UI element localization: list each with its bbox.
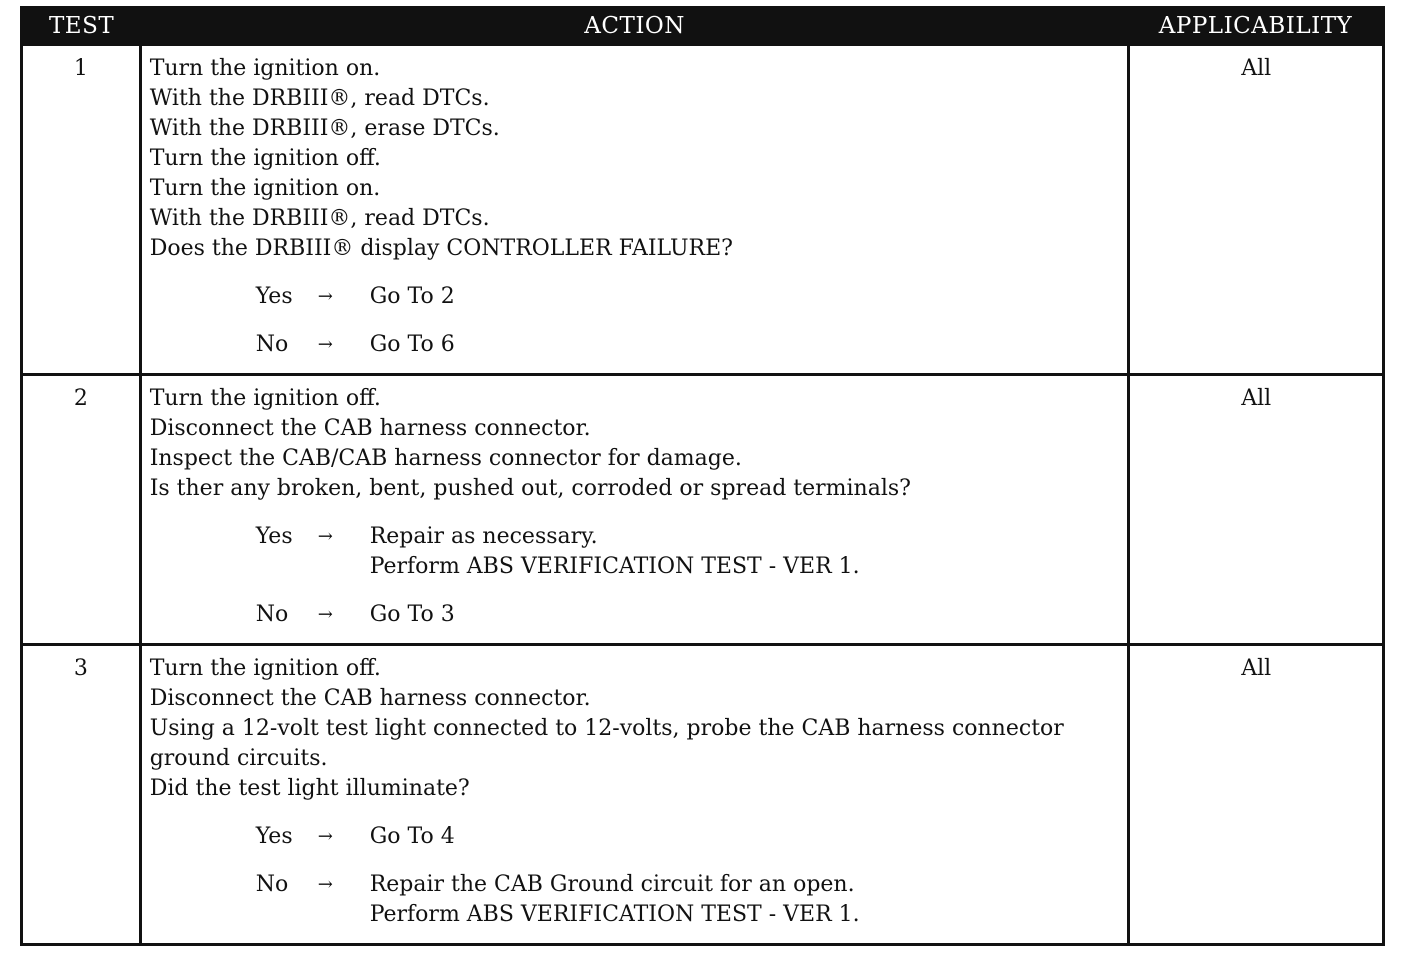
applicability-value: All — [1129, 375, 1384, 645]
applicability-value: All — [1129, 645, 1384, 945]
outcome-no — [256, 870, 1122, 930]
action-step: Inspect the CAB/CAB harness connector for damage. — [149, 446, 742, 471]
answer-label: Yes — [255, 824, 293, 849]
action-step: Did the test light illuminate? — [149, 776, 470, 801]
result-line: Repair as necessary. — [369, 524, 598, 549]
outcome-result — [370, 870, 860, 930]
action-step: Disconnect the CAB harness connector. — [149, 686, 591, 711]
outcome-yes — [256, 822, 1122, 852]
outcome-result — [370, 522, 860, 582]
applicability-value: All — [1129, 45, 1384, 375]
action-step: Turn the ignition off. — [149, 386, 381, 411]
action-cell — [140, 645, 1129, 945]
answer-label: Yes — [255, 524, 293, 549]
header-applicability: APPLICABILITY — [1129, 8, 1384, 45]
action-step: With the DRBIII®, erase DTCs. — [149, 116, 500, 141]
arrow-icon: → — [317, 334, 333, 355]
result-line: Go To 3 — [369, 602, 455, 627]
table-row — [22, 45, 1384, 375]
arrow-icon: → — [317, 826, 333, 847]
test-number: 1 — [22, 45, 141, 375]
action-step: With the DRBIII®, read DTCs. — [149, 206, 490, 231]
outcome-no — [256, 330, 1122, 360]
outcome-no — [256, 600, 1122, 630]
table-header-row — [22, 8, 1384, 45]
table-row — [22, 645, 1384, 945]
result-line: Go To 2 — [369, 284, 455, 309]
table-row — [22, 375, 1384, 645]
outcome-yes — [256, 522, 1122, 582]
result-line: Perform ABS VERIFICATION TEST - VER 1. — [369, 902, 860, 927]
test-number: 2 — [22, 375, 141, 645]
outcome-result — [370, 282, 455, 312]
action-step: Using a 12-volt test light connected to 12-volts, probe the CAB harness connector ground circuits. — [149, 716, 1064, 771]
arrow-icon: → — [317, 286, 333, 307]
outcome-result — [370, 330, 455, 360]
answer-label: No — [255, 332, 289, 357]
action-step: Turn the ignition on. — [149, 56, 381, 81]
arrow-icon: → — [317, 526, 333, 547]
action-step: Disconnect the CAB harness connector. — [149, 416, 591, 441]
action-step: Turn the ignition off. — [149, 146, 381, 171]
header-test: TEST — [22, 8, 141, 45]
action-step: Is ther any broken, bent, pushed out, corroded or spread terminals? — [149, 476, 911, 501]
result-line: Go To 4 — [369, 824, 455, 849]
result-line: Perform ABS VERIFICATION TEST - VER 1. — [369, 554, 860, 579]
header-action: ACTION — [140, 8, 1129, 45]
answer-label: Yes — [255, 284, 293, 309]
outcome-result — [370, 600, 455, 630]
action-step: Does the DRBIII® display CONTROLLER FAILURE? — [149, 236, 733, 261]
action-cell — [140, 45, 1129, 375]
test-number: 3 — [22, 645, 141, 945]
outcome-result — [370, 822, 455, 852]
answer-label: No — [255, 602, 289, 627]
action-step: With the DRBIII®, read DTCs. — [149, 86, 490, 111]
action-step: Turn the ignition off. — [149, 656, 381, 681]
action-cell — [140, 375, 1129, 645]
diagnostic-table — [20, 6, 1385, 946]
arrow-icon: → — [317, 604, 333, 625]
arrow-icon: → — [317, 874, 333, 895]
result-line: Repair the CAB Ground circuit for an open. — [369, 872, 855, 897]
result-line: Go To 6 — [369, 332, 455, 357]
outcome-yes — [256, 282, 1122, 312]
action-step: Turn the ignition on. — [149, 176, 381, 201]
answer-label: No — [255, 872, 289, 897]
